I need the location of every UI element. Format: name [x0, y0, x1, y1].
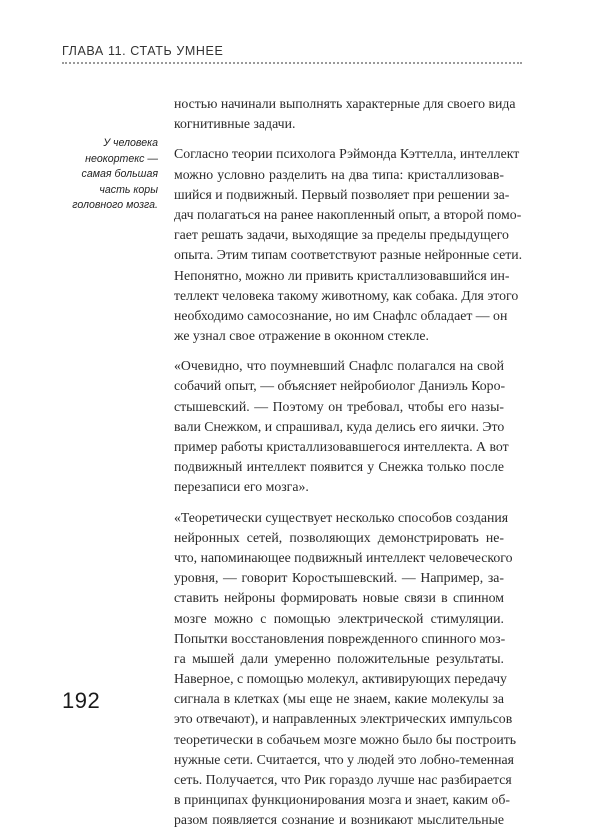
- margin-note-line: неокортекс —: [85, 152, 158, 165]
- text-line: подвижный интеллект появится у Снежка только после: [174, 459, 504, 475]
- paragraph: [174, 144, 523, 346]
- text-line: необходимо самосознание, но им Снафлс обладает — он: [174, 307, 508, 323]
- text-line: ностью начинали выполнять характерные для своего вида: [174, 96, 516, 111]
- header-divider: [62, 62, 522, 64]
- text-line: же узнал свое отражение в оконном стекле.: [174, 328, 429, 344]
- text-line: га мышей дали умеренно положительные результаты.: [174, 650, 504, 666]
- margin-note-line: самая большая: [81, 168, 158, 180]
- text-line: что, напоминающее подвижный интеллект человеческого: [174, 549, 513, 565]
- margin-note-line: головного мозга.: [72, 199, 158, 211]
- text-line: когнитивные задачи.: [174, 116, 296, 132]
- text-line: пример работы кристаллизовавшегося интеллекта. А вот: [174, 439, 509, 454]
- paragraph: [174, 356, 509, 497]
- text-line: Наверное, с помощью молекул, активирующих передачу: [174, 671, 507, 687]
- body-text: [174, 94, 523, 831]
- text-line: «Теоретически существует несколько способов создания: [174, 509, 509, 525]
- margin-note-line: У человека: [103, 137, 158, 149]
- page-number: 192: [62, 688, 101, 713]
- text-line: Попытки восстановления поврежденного спинного моз-: [174, 630, 506, 646]
- margin-note: [60, 136, 158, 214]
- text-line: стышевский. — Поэтому он требовал, чтобы его назы-: [174, 398, 504, 414]
- text-line: дач полагаться на ранее накопленный опыт, а второй помо-: [174, 206, 522, 222]
- text-line: перезаписи его мозга».: [174, 479, 309, 495]
- text-line: ставить нейроны формировать новые связи в спинном: [174, 590, 504, 606]
- chapter-header: ГЛАВА 11. СТАТЬ УМНЕЕ: [62, 44, 224, 58]
- text-line: в принципах функционирования мозга и знает, каким об-: [174, 792, 510, 808]
- text-line: Непонятно, можно ли привить кристаллизовавшийся ин-: [174, 267, 510, 283]
- text-line: это отвечают), и направленных электрических импульсов: [174, 711, 513, 727]
- text-line: теоретически в собачьем мозге можно было бы построить: [174, 731, 517, 747]
- text-line: гает решать задачи, выходящие за пределы предыдущего: [174, 227, 509, 243]
- text-line: опыта. Этим типам соответствуют разные нейронные сети.: [174, 247, 523, 263]
- text-line: «Очевидно, что поумневший Снафлс полагался на свой: [174, 358, 504, 374]
- paragraph: [174, 508, 517, 831]
- text-line: уровня, — говорит Коростышевский. — Например, за-: [174, 570, 504, 586]
- text-line: Согласно теории психолога Рэймонда Кэттелла, интеллект: [174, 146, 520, 162]
- text-line: сеть. Получается, что Рик гораздо лучше нас разбирается: [174, 772, 512, 787]
- margin-note-line: часть коры: [99, 183, 158, 196]
- text-line: собачий опыт, — объясняет нейробиолог Даниэль Коро-: [174, 378, 506, 394]
- text-line: можно условно разделить на два типа: кристаллизовав-: [174, 166, 504, 182]
- paragraph: [174, 94, 516, 134]
- text-line: сигнала в клетках (мы еще не знаем, какие молекулы за: [174, 691, 504, 707]
- text-line: шийся и подвижный. Первый позволяет при решении за-: [174, 186, 510, 202]
- text-line: вали Снежком, и спрашивал, куда делись его яички. Это: [174, 418, 505, 434]
- text-line: нужные сети. Считается, что у людей это лобно-теменная: [174, 751, 514, 767]
- text-line: нейронных сетей, позволяющих демонстрировать не-: [174, 529, 504, 545]
- text-line: теллект человека такому животному, как собака. Для этого: [174, 287, 519, 303]
- text-line: разом появляется сознание и возникают мыслительные: [174, 812, 504, 828]
- text-line: мозге можно с помощью электрической стимуляции.: [174, 610, 504, 626]
